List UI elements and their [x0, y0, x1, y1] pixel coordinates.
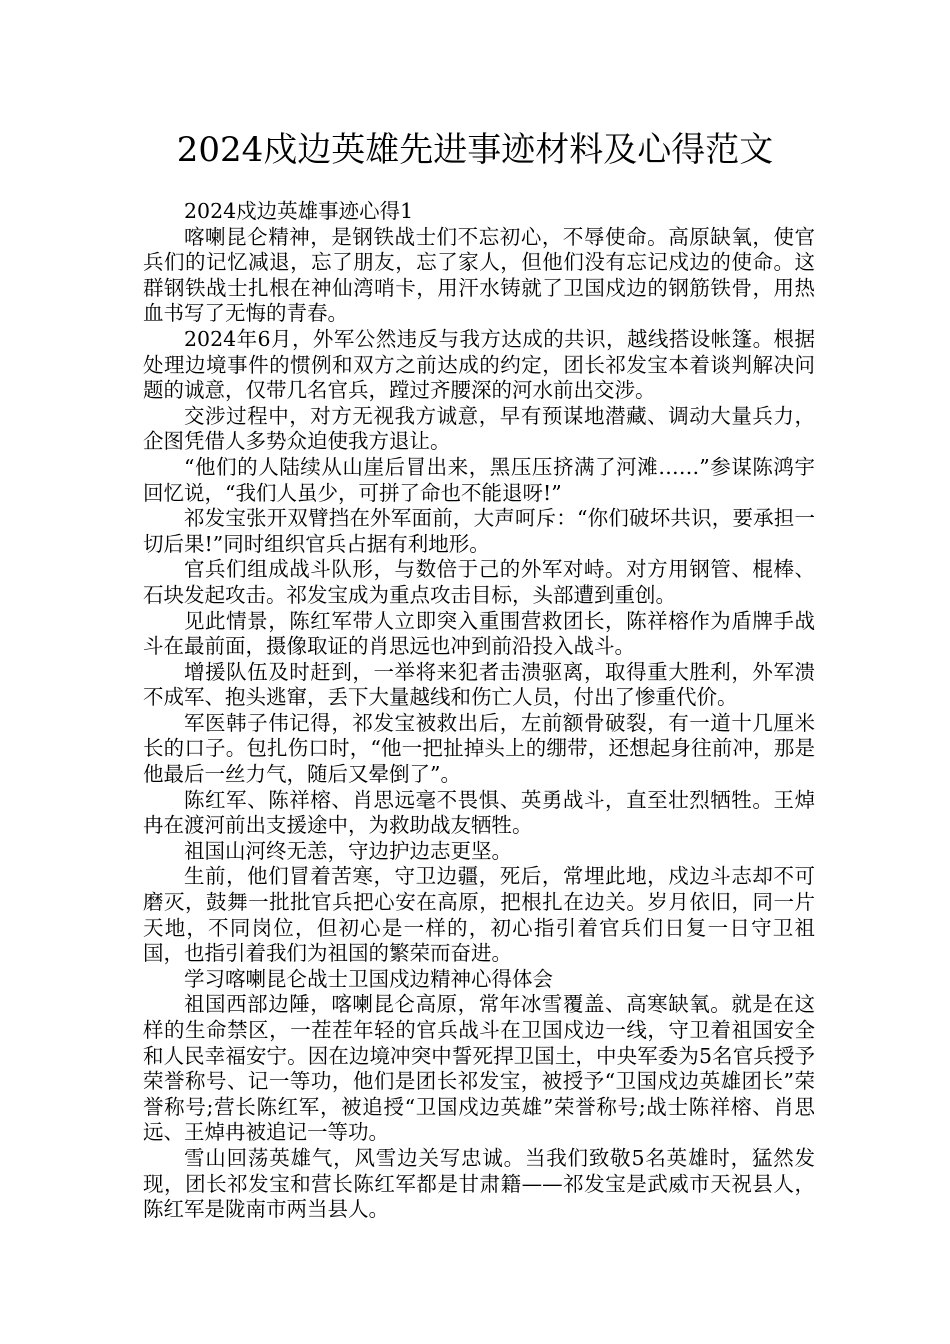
paragraph: 祖国西部边陲，喀喇昆仑高原，常年冰雪覆盖、高寒缺氧。就是在这样的生命禁区，一茬茬年轻的官兵战斗在卫国戍边一线，守卫着祖国安全和人民幸福安宁。因在边境冲突中誓死捍卫国土，中央军委为5名官兵授予荣誉称号、记一等功，他们是团长祁发宝，被授予“卫国戍边英雄团长”荣誉称号;营长陈红军，被追授“卫国戍边英雄”荣誉称号;战士陈祥榕、肖思远、王焯冉被追记一等功。 — [143, 992, 815, 1145]
paragraph: 陈红军、陈祥榕、肖思远毫不畏惧、英勇战斗，直至壮烈牺牲。王焯冉在渡河前出支援途中，为救助战友牺牲。 — [143, 787, 815, 838]
paragraph: 军医韩子伟记得，祁发宝被救出后，左前额骨破裂，有一道十几厘米长的口子。包扎伤口时，“他一把扯掉头上的绷带，还想起身往前冲，那是他最后一丝力气，随后又晕倒了”。 — [143, 710, 815, 787]
paragraph: 增援队伍及时赶到，一举将来犯者击溃驱离，取得重大胜利，外军溃不成军、抱头逃窜，丢下大量越线和伤亡人员，付出了惨重代价。 — [143, 659, 815, 710]
paragraph-subheading-2: 学习喀喇昆仑战士卫国戍边精神心得体会 — [184, 966, 553, 991]
paragraph: 见此情景，陈红军带人立即突入重围营救团长，陈祥榕作为盾牌手战斗在最前面，摄像取证的肖思远也冲到前沿投入战斗。 — [143, 608, 815, 659]
paragraph: 祁发宝张开双臂挡在外军面前，大声呵斥：“你们破坏共识，要承担一切后果!”同时组织官兵占据有利地形。 — [143, 506, 815, 556]
paragraph: 喀喇昆仑精神，是钢铁战士们不忘初心，不辱使命。高原缺氧，使官兵们的记忆减退，忘了朋友，忘了家人，但他们没有忘记戍边的使命。这群钢铁战士扎根在神仙湾哨卡，用汗水铸就了卫国戍边的钢筋铁骨，用热血书写了无悔的青春。 — [143, 224, 815, 326]
paragraph: 祖国山河终无恙，守边护边志更坚。 — [184, 838, 512, 863]
paragraph: 雪山回荡英雄气，风雪边关写忠诚。当我们致敬5名英雄时，猛然发现，团长祁发宝和营长陈红军都是甘肃籍——祁发宝是武威市天祝县人，陈红军是陇南市两当县人。 — [143, 1145, 815, 1222]
paragraph: 2024年6月，外军公然违反与我方达成的共识，越线搭设帐篷。根据处理边境事件的惯例和双方之前达成的约定，团长祁发宝本着谈判解决问题的诚意，仅带几名官兵，蹚过齐腰深的河水前出交涉。 — [143, 326, 815, 403]
paragraph: 生前，他们冒着苦寒，守卫边疆，死后，常埋此地，戍边斗志却不可磨灭，鼓舞一批批官兵把心安在高原，把根扎在边关。岁月依旧，同一片天地，不同岗位，但初心是一样的，初心指引着官兵们日复一日守卫祖国，也指引着我们为祖国的繁荣而奋进。 — [143, 864, 815, 966]
paragraph: 官兵们组成战斗队形，与数倍于己的外军对峙。对方用钢管、棍棒、石块发起攻击。祁发宝成为重点攻击目标，头部遭到重创。 — [143, 557, 815, 607]
paragraph: “他们的人陆续从山崖后冒出来，黑压压挤满了河滩……”参谋陈鸿宇回忆说，“我们人虽少，可拼了命也不能退呀!” — [143, 454, 815, 505]
paragraph: 交涉过程中，对方无视我方诚意，早有预谋地潜藏、调动大量兵力，企图凭借人多势众迫使我方退让。 — [143, 403, 815, 454]
document-body — [143, 199, 815, 1223]
document-title: 2024戍边英雄先进事迹材料及心得范文 — [176, 130, 774, 170]
paragraph-subheading-1: 2024戍边英雄事迹心得1 — [184, 199, 414, 223]
